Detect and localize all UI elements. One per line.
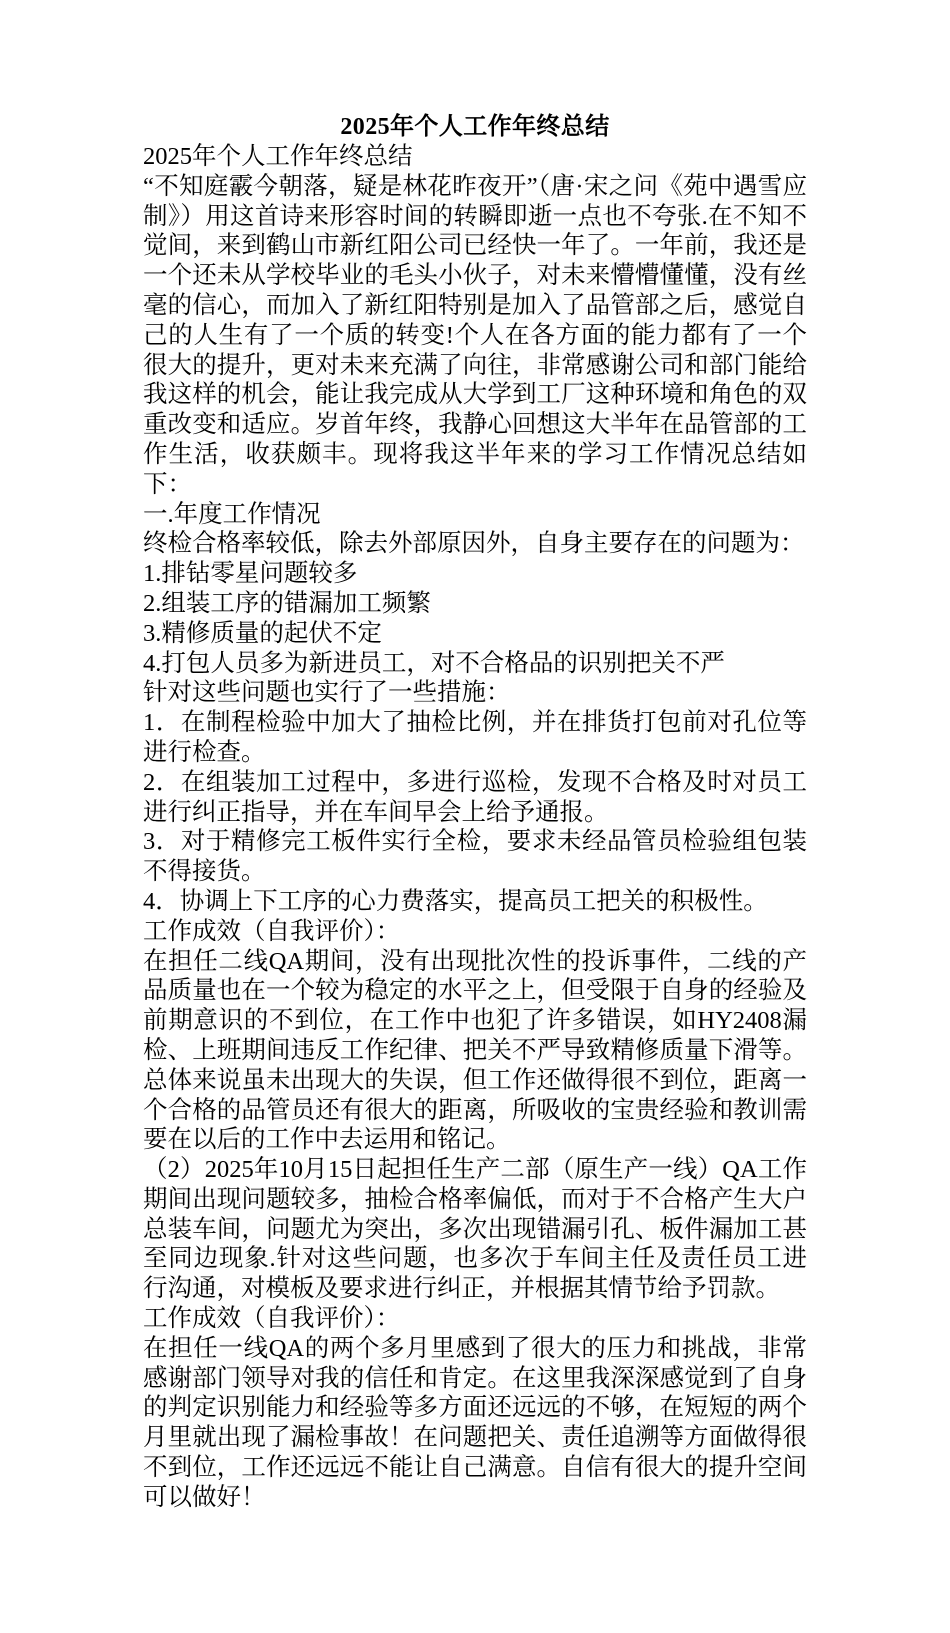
paragraph-effect-1-body: 在担任二线QA期间，没有出现批次性的投诉事件，二线的产品质量也在一个较为稳定的水平之上，但受限于自身的经验及前期意识的不到位，在工作中也犯了许多错误，如HY2408漏检、上班期间违反工作纪律、把关不严导致精修质量下滑等。总体来说虽未出现大的失误，但工作还做得很不到位，距离一个合格的品管员还有很大的距离，所吸收的宝贵经验和教训需要在以后的工作中去运用和铭记。 — [143, 947, 807, 1154]
list-item-measure-3: 3．对于精修完工板件实行全检，要求未经品管员检验组包装不得接货。 — [143, 828, 807, 886]
section-heading-effect-2: 工作成效（自我评价）： — [143, 1305, 401, 1333]
page-title: 2025年个人工作年终总结 — [340, 114, 610, 140]
list-item-measure-2: 2．在组装加工过程中，多进行巡检，发现不合格及时对员工进行纠正指导，并在车间早会上给予通报。 — [143, 768, 807, 826]
section-heading-annual: 一.年度工作情况 — [143, 500, 321, 528]
paragraph-effect-2-body: 在担任一线QA的两个多月里感到了很大的压力和挑战，非常感谢部门领导对我的信任和肯定。在这里我深深感觉到了自身的判定识别能力和经验等多方面还远远的不够，在短短的两个月里就出现了漏检事故！在问题把关、责任追溯等方面做得很不到位，工作还远远不能让自己满意。自信有很大的提升空间可以做好！ — [143, 1334, 807, 1511]
paragraph-role-change: （2）2025年10月15日起担任生产二部（原生产一线）QA工作期间出现问题较多，抽检合格率偏低，而对于不合格产生大户总装车间，问题尤为突出，多次出现错漏引孔、板件漏加工甚至同边现象.针对这些问题，也多次于车间主任及责任员工进行沟通，对模板及要求进行纠正，并根据其情节给予罚款。 — [143, 1156, 807, 1303]
list-item-issue-4: 4.打包人员多为新进员工，对不合格品的识别把关不严 — [143, 649, 725, 677]
paragraph-issues-lead: 终检合格率较低，除去外部原因外，自身主要存在的问题为： — [143, 530, 805, 558]
page-bottom-whitespace — [143, 1513, 807, 1633]
list-item-measure-4: 4．协调上下工序的心力费落实，提高员工把关的积极性。 — [143, 887, 768, 915]
list-item-issue-2: 2.组装工序的错漏加工频繁 — [143, 589, 431, 617]
document-body — [143, 112, 807, 1633]
list-item-issue-1: 1.排钻零星问题较多 — [143, 560, 358, 588]
paragraph-intro: “不知庭霰今朝落，疑是林花昨夜开”（唐·宋之问《苑中遇雪应制》）用这首诗来形容时间的转瞬即逝一点也不夸张.在不知不觉间，来到鹤山市新红阳公司已经快一年了。一年前，我还是一个还未从学校毕业的毛头小伙子，对未来懵懵懂懂，没有丝毫的信心，而加入了新红阳特别是加入了品管部之后，感觉自己的人生有了一个质的转变!个人在各方面的能力都有了一个很大的提升，更对未来充满了向往，非常感谢公司和部门能给我这样的机会，能让我完成从大学到工厂这种环境和角色的双重改变和适应。岁首年终，我静心回想这大半年在品管部的工作生活，收获颇丰。现将我这半年来的学习工作情况总结如下： — [143, 172, 807, 498]
list-item-measure-1: 1．在制程检验中加大了抽检比例，并在排货打包前对孔位等进行检查。 — [143, 709, 807, 766]
paragraph-subtitle: 2025年个人工作年终总结 — [143, 143, 413, 170]
section-heading-effect-1: 工作成效（自我评价）： — [143, 917, 401, 945]
list-item-issue-3: 3.精修质量的起伏不定 — [143, 619, 382, 647]
paragraph-measures-lead: 针对这些问题也实行了一些措施： — [143, 679, 511, 707]
